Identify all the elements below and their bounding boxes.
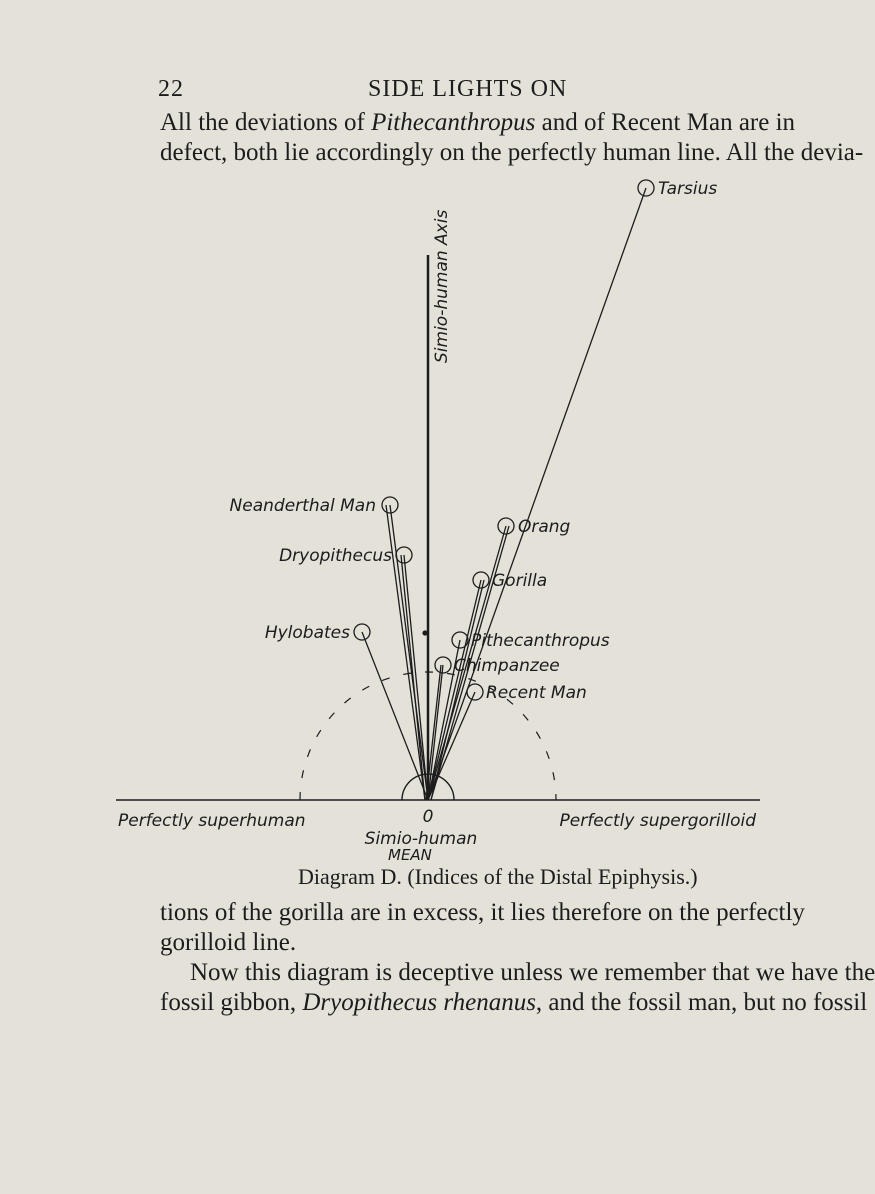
label-simio-human-mean-2: MEAN xyxy=(388,846,432,864)
dot-marker xyxy=(422,630,427,635)
running-head xyxy=(0,76,800,110)
paragraph-bottom-line-2: gorilloid line. xyxy=(160,929,297,956)
paragraph-bottom xyxy=(160,898,875,1018)
label-pithecanthropus: Pithecanthropus xyxy=(471,631,610,651)
pithecanthropus-italic: Pithecanthropus xyxy=(371,109,536,136)
paragraph-bottom-line-1: tions of the gorilla are in excess, it lies therefore on the perfectly xyxy=(160,899,805,926)
paragraph-top xyxy=(160,108,864,168)
paragraph-top-line-1: All the deviations of Pithecanthropus and of Recent Man are in xyxy=(160,109,796,136)
label-simio-human-mean-1: Simio-human xyxy=(364,829,478,849)
label-hylobates: Hylobates xyxy=(264,623,350,643)
label-neanderthal: Neanderthal Man xyxy=(229,496,376,516)
label-zero: 0 xyxy=(422,807,434,827)
ray-dryopithecus xyxy=(404,555,428,800)
label-perfectly-supergorilloid: Perfectly supergorilloid xyxy=(559,811,756,831)
label-gorilla: Gorilla xyxy=(492,571,548,591)
paragraph-bottom-line-4: fossil gibbon, Dryopithecus rhenanus, and the fossil man, but no fossil xyxy=(160,989,868,1016)
paragraph-top-line-2: defect, both lie accordingly on the perfectly human line. All the devia- xyxy=(160,139,864,166)
running-head-title: SIDE LIGHTS ON xyxy=(368,76,568,102)
ray-tarsius xyxy=(428,188,646,800)
label-recent-man: Recent Man xyxy=(486,683,587,703)
page-number: 22 xyxy=(158,76,184,102)
diagram-rays xyxy=(362,188,646,800)
ray-hylobates xyxy=(362,632,428,800)
label-perfectly-superhuman: Perfectly superhuman xyxy=(118,811,306,831)
axis-label: Simio-human Axis xyxy=(432,209,452,363)
diagram-d xyxy=(0,160,800,849)
diagram-caption: Diagram D. (Indices of the Distal Epiphysis.) xyxy=(298,864,698,889)
label-tarsius: Tarsius xyxy=(658,179,718,199)
label-orang: Orang xyxy=(518,517,571,537)
paragraph-bottom-line-3: Now this diagram is deceptive unless we remember that we have the xyxy=(190,959,875,986)
ray-gorilla xyxy=(428,580,481,800)
dryopithecus-rhenanus-italic: Dryopithecus rhenanus xyxy=(302,989,536,1016)
label-dryopithecus: Dryopithecus xyxy=(279,546,392,566)
label-chimpanzee: Chimpanzee xyxy=(454,656,560,676)
